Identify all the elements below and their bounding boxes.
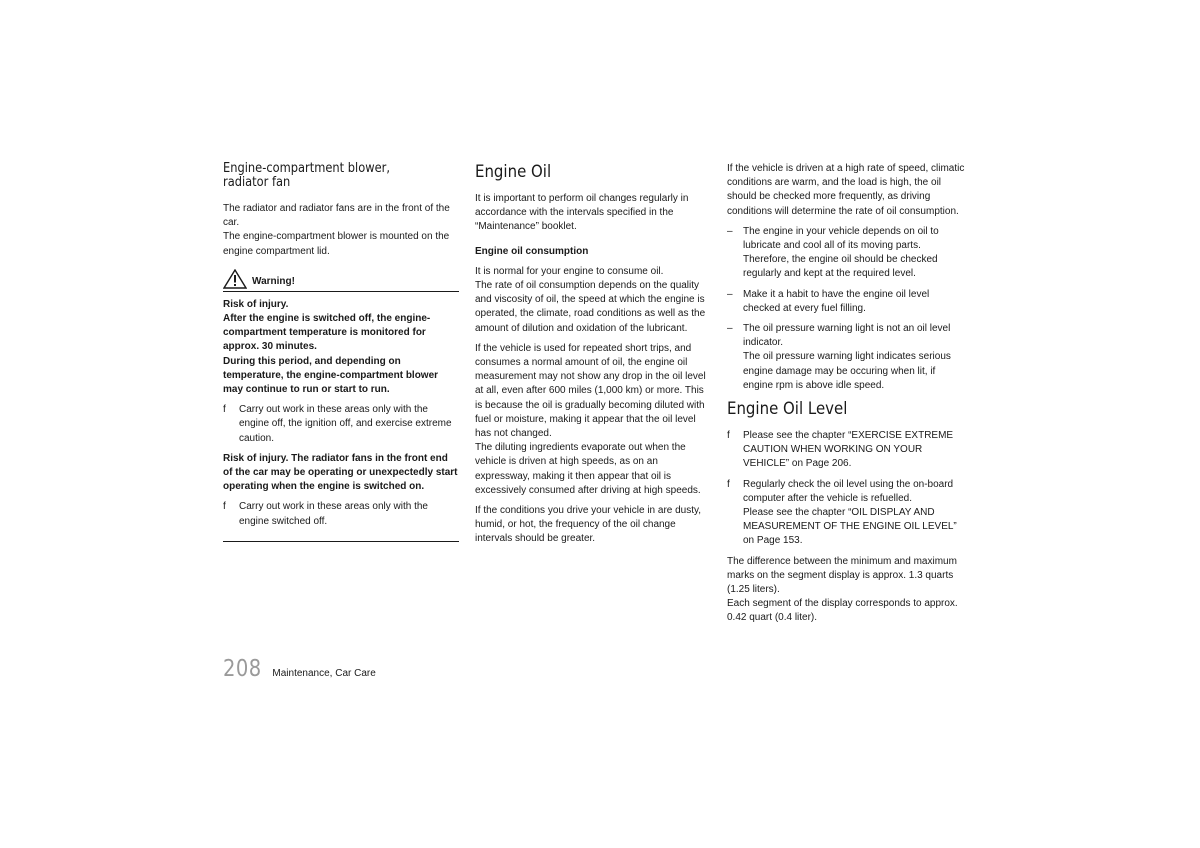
warning-block	[223, 298, 459, 542]
list-item-line: Please see the chapter “OIL DISPLAY AND MEASUREMENT OF THE ENGINE OIL LEVEL” on Page 153.	[743, 507, 957, 547]
list-item-text	[743, 322, 967, 393]
warning-risk: Risk of injury.	[223, 298, 289, 310]
warning-header	[223, 269, 459, 292]
paragraph: The rate of oil consumption depends on the quality and viscosity of oil, the speed at which the engine is operated, the climate, road conditions as well as the amount of dilution and oxidation of the lubricant.	[475, 280, 706, 334]
list-item-text: Carry out work in these areas only with the engine off, the ignition off, and exercise extreme caution.	[239, 404, 452, 444]
paragraph: The difference between the minimum and maximum marks on the segment display is approx. 1.3 quarts (1.25 liters).	[727, 555, 957, 596]
list-item-text	[743, 478, 967, 549]
paragraph: If the vehicle is used for repeated short trips, and consumes a normal amount of oil, the engine oil measurement may not show any drop in the oil level at all, even after 600 miles (1,000 km) or more. This is because the oil is gradually becoming diluted with fuel or moisture, making it appear that the oil level has not changed.	[475, 342, 706, 440]
bullet-marker: f	[223, 404, 226, 416]
paragraph: Each segment of the display corresponds to approx. 0.42 quart (0.4 liter).	[727, 598, 958, 624]
paragraph: The radiator and radiator fans are in the front of the car.	[223, 203, 450, 229]
column-left	[223, 162, 459, 542]
warning-text: Risk of injury. The radiator fans in the front end of the car may be operating or unexpectedly start operating when the engine is switched on.	[223, 452, 458, 493]
list-item	[223, 500, 459, 528]
page-footer	[223, 656, 376, 682]
dash-marker: –	[727, 225, 733, 237]
warning-text: After the engine is switched off, the engine-compartment temperature is monitored for approx. 30 minutes.	[223, 313, 431, 353]
paragraph: It is normal for your engine to consume oil.	[475, 265, 664, 277]
list-item	[727, 429, 967, 472]
list-item	[727, 322, 967, 393]
heading-engine-oil: Engine Oil	[475, 162, 552, 182]
dash-marker: –	[727, 323, 733, 335]
list-item-line: The oil pressure warning light is not an oil level indicator.	[743, 323, 951, 349]
subhead-line-2: radiator fan	[223, 175, 291, 190]
list-item-text: Please see the chapter “EXERCISE EXTREME CAUTION WHEN WORKING ON YOUR VEHICLE” on Page 206.	[743, 430, 954, 470]
warning-triangle-icon	[223, 269, 247, 289]
paragraph: The diluting ingredients evaporate out when the vehicle is driven at high speeds, as on an expressway, making it then appear that oil is excessively consumed after driving at high speeds.	[475, 442, 701, 496]
bullet-marker: f	[727, 430, 730, 442]
subhead-blower	[223, 162, 458, 190]
heading-engine-oil-level: Engine Oil Level	[727, 399, 848, 420]
subhead-line-1: Engine-compartment blower,	[223, 161, 390, 176]
list-item-line: Regularly check the oil level using the on-board computer after the vehicle is refuelled.	[743, 478, 954, 504]
section-name: Maintenance, Car Care	[272, 668, 376, 679]
paragraph: It is important to perform oil changes regularly in accordance with the intervals specified in the “Maintenance” booklet.	[475, 193, 689, 233]
list-item	[727, 225, 967, 282]
column-middle	[475, 162, 713, 553]
list-item	[727, 478, 967, 549]
list-item	[727, 288, 967, 316]
list-item-text: Make it a habit to have the engine oil level checked at every fuel filling.	[743, 288, 930, 314]
paragraph: The engine-compartment blower is mounted on the engine compartment lid.	[223, 231, 450, 257]
bullet-marker: f	[727, 478, 730, 490]
section-title: Engine oil consumption	[475, 245, 589, 257]
warning-label: Warning!	[252, 275, 295, 287]
paragraph: If the vehicle is driven at a high rate of speed, climatic conditions are warm, and the load is high, the oil should be checked more frequently, as driving conditions will determine the rate of oil consumption.	[727, 163, 965, 217]
page-number: 208	[223, 656, 262, 682]
warning-text: During this period, and depending on temperature, the engine-compartment blower may continue to run or start to run.	[223, 355, 439, 396]
list-item-text: Carry out work in these areas only with the engine switched off.	[239, 501, 428, 527]
column-right	[727, 162, 967, 632]
list-item-text: The engine in your vehicle depends on oil to lubricate and cool all of its moving parts. Therefore, the engine oil should be checked regularly and kept at the required level.	[743, 225, 939, 280]
list-item-line: The oil pressure warning light indicates serious engine damage may be occuring when lit, if engine rpm is above idle speed.	[743, 351, 951, 391]
list-item	[223, 403, 459, 446]
bullet-marker: f	[223, 501, 226, 513]
paragraph: If the conditions you drive your vehicle in are dusty, humid, or hot, the frequency of the oil change intervals should be greater.	[475, 505, 702, 545]
dash-marker: –	[727, 288, 733, 300]
